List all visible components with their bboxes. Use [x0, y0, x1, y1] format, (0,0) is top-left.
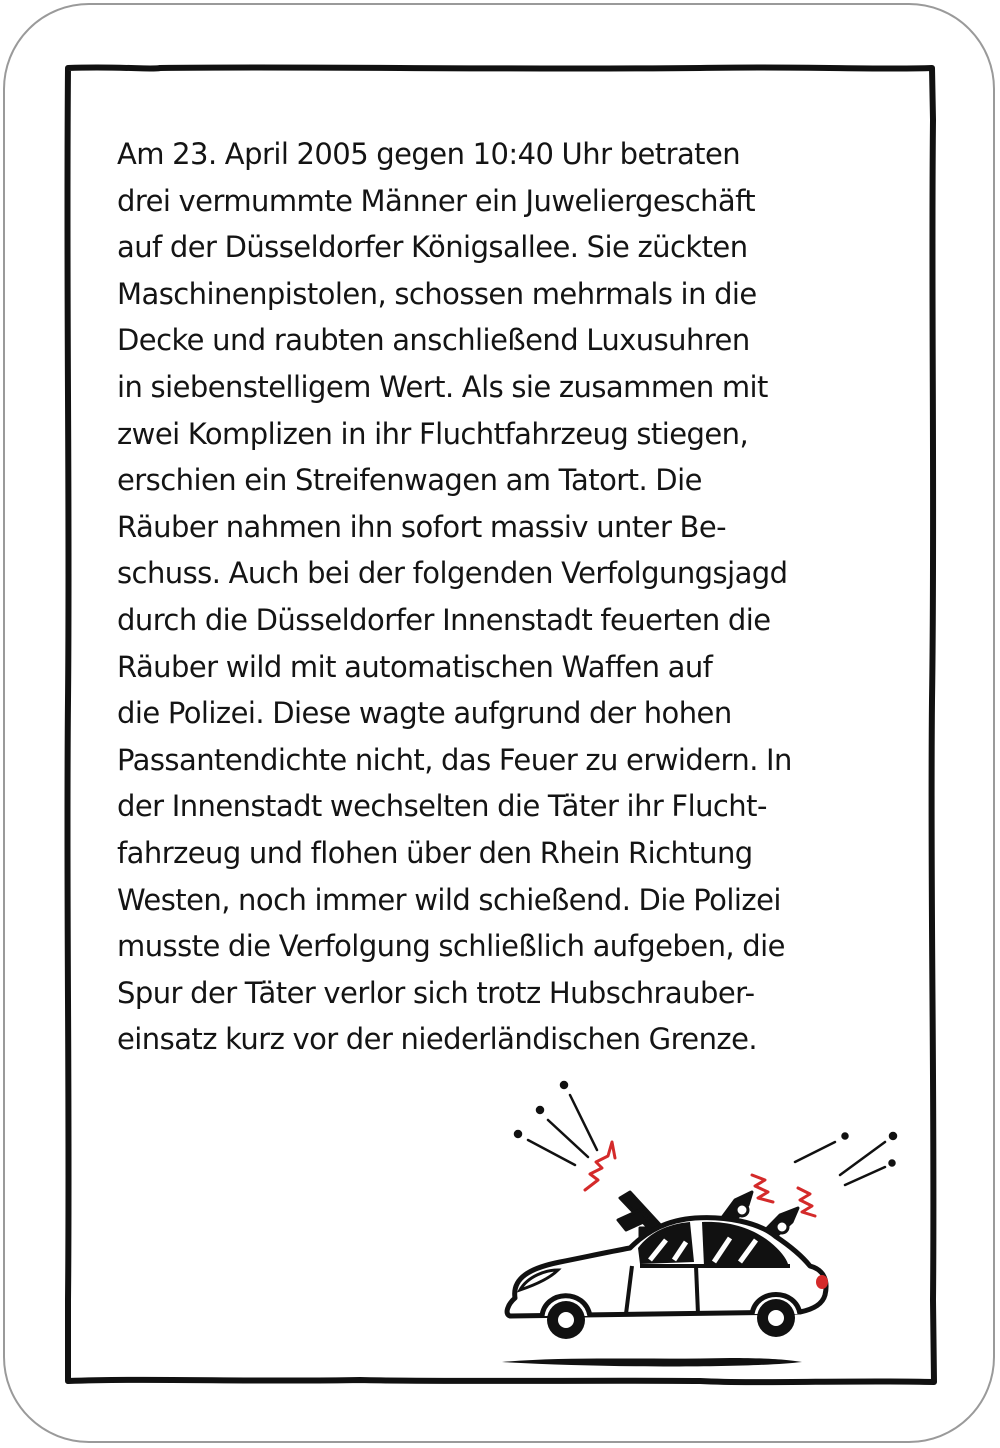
story-line: in siebenstelligem Wert. Als sie zusammen mit — [117, 369, 768, 404]
story-line: zwei Komplizen in ihr Fluchtfahrzeug stiegen, — [117, 416, 749, 451]
story-line: einsatz kurz vor der niederländischen Grenze. — [117, 1022, 758, 1057]
story-line: erschien ein Streifenwagen am Tatort. Die — [117, 463, 702, 498]
story-text — [117, 131, 907, 1063]
story-line: Maschinenpistolen, schossen mehrmals in die — [117, 276, 757, 311]
story-line: der Innenstadt wechselten die Täter ihr Flucht- — [117, 789, 767, 824]
story-line: Am 23. April 2005 gegen 10:40 Uhr betraten — [117, 137, 741, 171]
story-line: schuss. Auch bei der folgenden Verfolgungsjagd — [117, 556, 788, 591]
story-line: Räuber wild mit automatischen Waffen auf — [117, 649, 713, 684]
story-line: Räuber nahmen ihn sofort massiv unter Be- — [117, 509, 727, 544]
story-line: Westen, noch immer wild schießend. Die Polizei — [117, 882, 781, 917]
story-line: Spur der Täter verlor sich trotz Hubschrauber- — [117, 975, 755, 1010]
story-line: fahrzeug und flohen über den Rhein Richtung — [117, 835, 753, 870]
story-line: Decke und raubten anschließend Luxusuhren — [117, 323, 750, 358]
story-line: auf der Düsseldorfer Königsallee. Sie zückten — [117, 230, 748, 265]
story-line: Passantendichte nicht, das Feuer zu erwidern. In — [117, 742, 792, 777]
story-line: musste die Verfolgung schließlich aufgeben, die — [117, 929, 785, 964]
story-line: durch die Düsseldorfer Innenstadt feuerten die — [117, 602, 771, 637]
story-line: drei vermummte Männer ein Juweliergeschäft — [117, 183, 756, 218]
story-line: die Polizei. Diese wagte aufgrund der hohen — [117, 696, 732, 731]
getaway-car-shooting-icon — [490, 1070, 910, 1370]
